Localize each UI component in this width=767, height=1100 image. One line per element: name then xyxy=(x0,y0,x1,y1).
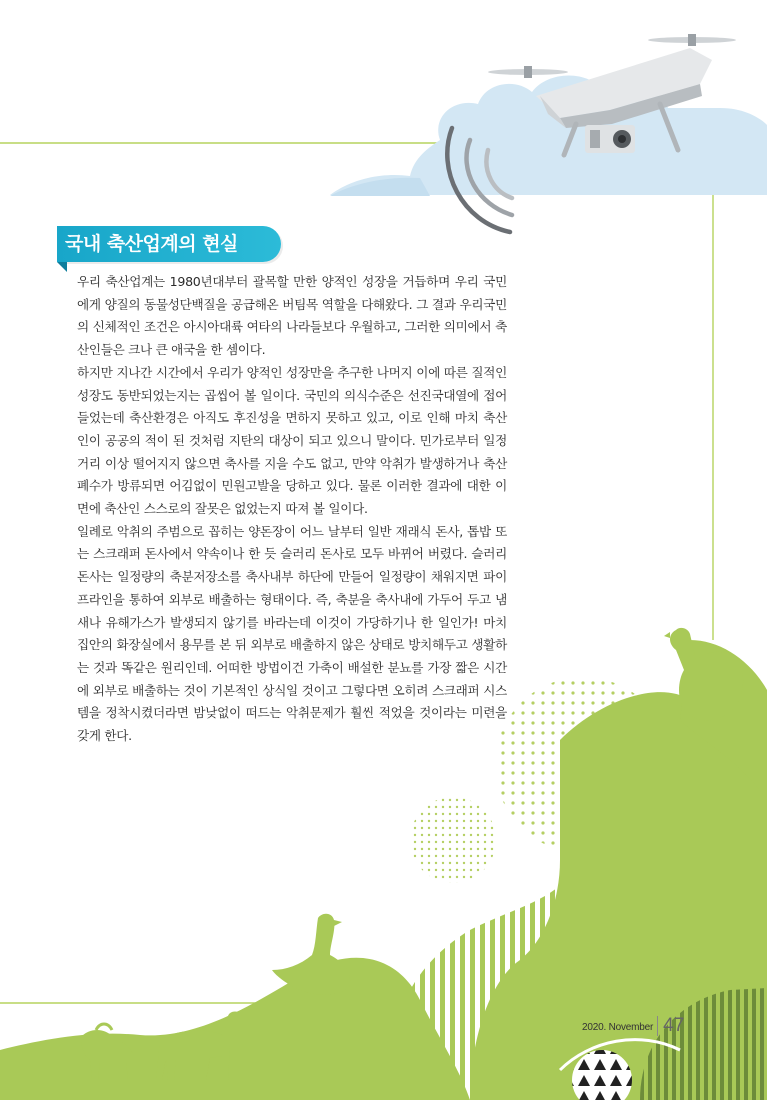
dot-circle-left xyxy=(410,797,496,883)
article-body xyxy=(77,271,507,748)
section-title: 국내 축산업계의 현실 xyxy=(57,226,281,262)
footer-divider xyxy=(657,1016,658,1036)
goose-icon xyxy=(272,914,350,995)
section-title-fold xyxy=(57,262,67,272)
paragraph-3: 일례로 악취의 주범으로 꼽히는 양돈장이 어느 날부터 일반 재래식 돈사, 톱밥 또는 스크래퍼 돈사에서 약속이나 한 듯 슬러리 돈사로 모두 바뀌어 버렸다. 슬러리 돈사는 일정량의 축분저장소를 축사내부 하단에 만들어 일정량이 채워지면 파이프라인을 통하여 외부로 배출하는 형태이다. 즉, 축분을 축사내에 가두어 두고 냄새나 유해가스가 발생되지 않기를 바라는데 이것이 가당하기나 한 일인가! 마치 집안의 화장실에서 용무를 본 뒤 외부로 배출하지 않은 상태로 방치해두고 생활하는 것과 똑같은 원리인데. 어떠한 방법이건 가축이 배설한 분뇨를 가장 짧은 시간에 외부로 배출하는 것이 기본적인 상식일 것이고 그렇다면 오히려 스크래퍼 시스템을 정착시켰더라면 밤낮없이 떠드는 악취문제가 훨씬 적었을 것이라는 미련을 갖게 한다. xyxy=(77,523,507,744)
footer-date: 2020. November xyxy=(582,1022,654,1034)
page-footer xyxy=(582,1015,684,1037)
page-number: 47 xyxy=(663,1015,685,1036)
paragraph-1: 우리 축산업계는 1980년대부터 괄목할 만한 양적인 성장을 거듭하며 우리 국민에게 양질의 동물성단백질을 공급해온 버팀목 역할을 다해왔다. 그 결과 우리국민의 신체적인 조건은 아시아대륙 여타의 나라들보다 우월하고, 그러한 의미에서 축산인들은 크나 큰 애국을 한 셈이다. xyxy=(77,274,507,358)
paragraph-2: 하지만 지나간 시간에서 우리가 양적인 성장만을 추구한 나머지 이에 따른 질적인 성장도 동반되었는지는 곱씹어 볼 일이다. 국민의 의식수준은 선진국대열에 접어들었는데 축산환경은 아직도 후진성을 면하지 못하고 있고, 이로 인해 마치 축산인이 공공의 적이 된 것처럼 지탄의 대상이 되고 있으니 말이다. 민가로부터 일정거리 이상 떨어지지 않으면 축사를 지을 수도 없고, 만약 악취가 발생하거나 축산폐수가 방류되면 어김없이 민원고발을 당하고 있다. 물론 이러한 결과에 대한 이면에 축산인 스스로의 잘못은 없었는지 따져 볼 일이다. xyxy=(77,364,507,517)
